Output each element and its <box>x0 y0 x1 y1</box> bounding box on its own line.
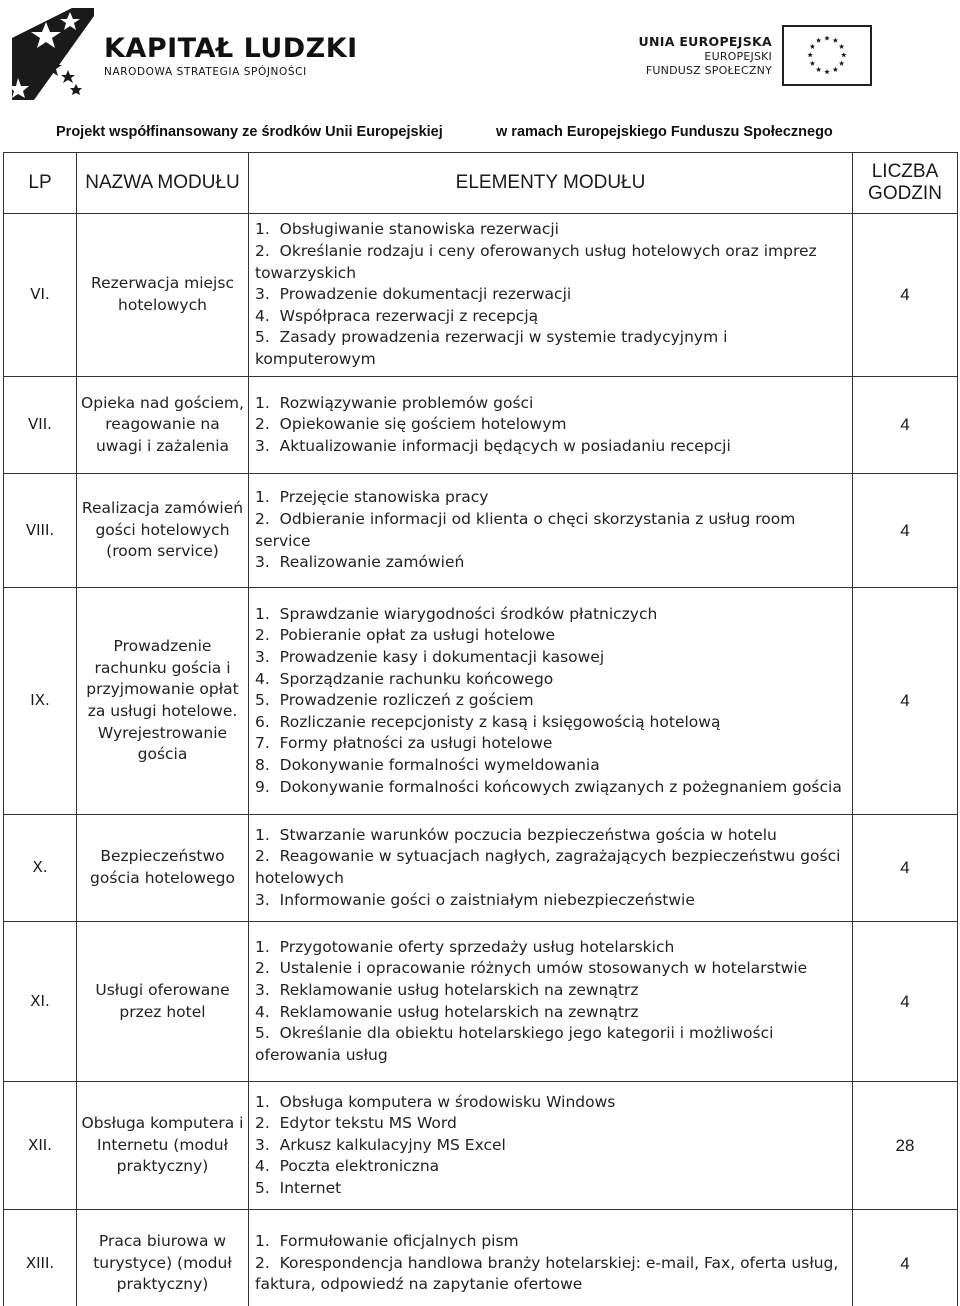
module-element-item: 2. Reagowanie w sytuacjach nagłych, zagrażających bezpieczeństwu gości hotelowych <box>255 847 841 887</box>
module-element-item: 1. Rozwiązywanie problemów gości <box>255 393 534 412</box>
module-element-item: 1. Stwarzanie warunków poczucia bezpieczeństwa gościa w hotelu <box>255 825 777 844</box>
row-module-elements <box>249 922 853 1082</box>
row-lp: VI. <box>4 214 77 377</box>
eu-star-icon <box>824 69 829 74</box>
row-hours: 4 <box>853 922 958 1082</box>
header-module-name: NAZWA MODUŁU <box>77 153 249 214</box>
module-element-item: 6. Rozliczanie recepcjonisty z kasą i księgowością hotelową <box>255 712 721 731</box>
module-element-item: 1. Obsługiwanie stanowiska rezerwacji <box>255 220 559 239</box>
module-element-item: 3. Arkusz kalkulacyjny MS Excel <box>255 1135 506 1154</box>
row-module-elements <box>249 815 853 922</box>
table-row <box>4 474 958 588</box>
table-row <box>4 588 958 815</box>
eu-star-icon <box>824 35 829 40</box>
eu-star-icon <box>808 52 813 57</box>
row-lp: IX. <box>4 588 77 815</box>
row-module-name: Praca biurowa w turystyce) (moduł praktyczny) <box>77 1210 249 1306</box>
row-lp: XIII. <box>4 1210 77 1306</box>
module-element-item: 5. Prowadzenie rozliczeń z gościem <box>255 691 534 710</box>
kapital-ludzki-logo-icon <box>12 8 94 100</box>
row-module-name: Realizacja zamówień gości hotelowych (room service) <box>77 474 249 588</box>
kapital-ludzki-wordmark <box>104 34 358 78</box>
project-line-left: Projekt współfinansowany ze środków Unii Europejskiej <box>56 124 443 140</box>
row-hours: 4 <box>853 815 958 922</box>
table-row <box>4 1210 958 1306</box>
row-hours: 4 <box>853 588 958 815</box>
row-lp: VII. <box>4 377 77 474</box>
row-hours: 4 <box>853 214 958 377</box>
module-element-item: 7. Formy płatności za usługi hotelowe <box>255 734 553 753</box>
eu-flag-icon <box>782 25 872 86</box>
eu-wordmark <box>630 34 772 78</box>
row-module-name: Usługi oferowane przez hotel <box>77 922 249 1082</box>
module-element-item: 9. Dokonywanie formalności końcowych związanych z pożegnaniem gościa <box>255 777 842 796</box>
module-element-item: 2. Edytor tekstu MS Word <box>255 1114 457 1133</box>
module-element-item: 4. Poczta elektroniczna <box>255 1157 440 1176</box>
module-element-item: 2. Określanie rodzaju i ceny oferowanych usług hotelowych oraz imprez towarzyskich <box>255 242 817 282</box>
header-module-elements: ELEMENTY MODUŁU <box>249 153 853 214</box>
eu-star-icon <box>816 38 821 43</box>
row-lp: X. <box>4 815 77 922</box>
eu-star-icon <box>816 67 821 72</box>
module-element-item: 3. Aktualizowanie informacji będących w posiadaniu recepcji <box>255 436 731 455</box>
module-element-item: 1. Formułowanie oficjalnych pism <box>255 1232 519 1251</box>
module-element-item: 5. Zasady prowadzenia rezerwacji w systemie tradycyjnym i komputerowym <box>255 328 728 368</box>
row-module-name: Bezpieczeństwo gościa hotelowego <box>77 815 249 922</box>
row-module-elements <box>249 588 853 815</box>
module-element-item: 1. Obsługa komputera w środowisku Windows <box>255 1092 616 1111</box>
kapital-ludzki-subtitle: NARODOWA STRATEGIA SPÓJNOŚCI <box>104 66 307 78</box>
eu-star-icon <box>810 44 815 49</box>
eu-star-icon <box>839 61 844 66</box>
row-module-name: Rezerwacja miejsc hotelowych <box>77 214 249 377</box>
module-element-item: 2. Pobieranie opłat za usługi hotelowe <box>255 626 555 645</box>
module-element-item: 3. Informowanie gości o zaistniałym niebezpieczeństwie <box>255 890 695 909</box>
eu-line-2: EUROPEJSKI <box>704 50 772 63</box>
table-row <box>4 214 958 377</box>
header-hours: LICZBA GODZIN <box>853 153 958 214</box>
document-header <box>0 0 960 120</box>
eu-line-1: UNIA EUROPEJSKA <box>638 34 772 49</box>
module-element-item: 4. Współpraca rezerwacji z recepcją <box>255 306 539 325</box>
eu-star-icon <box>833 67 838 72</box>
row-lp: XI. <box>4 922 77 1082</box>
row-module-elements <box>249 474 853 588</box>
module-element-item: 2. Ustalenie i opracowanie różnych umów stosowanych w hotelarstwie <box>255 959 808 978</box>
project-line-right: w ramach Europejskiego Funduszu Społecznego <box>496 124 833 140</box>
table-row <box>4 815 958 922</box>
table-row <box>4 377 958 474</box>
row-hours: 4 <box>853 377 958 474</box>
module-element-item: 4. Reklamowanie usług hotelarskich na zewnątrz <box>255 1002 639 1021</box>
modules-table <box>3 152 958 1306</box>
row-hours: 28 <box>853 1082 958 1210</box>
header-lp: LP <box>4 153 77 214</box>
module-element-item: 2. Korespondencja handlowa branży hotelarskiej: e-mail, Fax, oferta usług, faktura, odpowiedź na zapytanie ofertowe <box>255 1253 839 1294</box>
eu-star-icon <box>841 52 846 57</box>
kapital-ludzki-title: KAPITAŁ LUDZKI <box>104 33 358 64</box>
module-element-item: 1. Sprawdzanie wiarygodności środków płatniczych <box>255 604 658 623</box>
eu-star-icon <box>839 44 844 49</box>
row-hours: 4 <box>853 1210 958 1306</box>
table-row <box>4 922 958 1082</box>
module-element-item: 3. Reklamowanie usług hotelarskich na zewnątrz <box>255 980 639 999</box>
module-element-item: 1. Przygotowanie oferty sprzedaży usług hotelarskich <box>255 937 675 956</box>
module-element-item: 3. Prowadzenie kasy i dokumentacji kasowej <box>255 648 605 667</box>
row-module-elements <box>249 214 853 377</box>
row-module-name: Obsługa komputera i Internetu (moduł praktyczny) <box>77 1082 249 1210</box>
row-module-elements <box>249 377 853 474</box>
row-module-elements <box>249 1210 853 1306</box>
module-element-item: 5. Internet <box>255 1178 342 1197</box>
module-element-item: 1. Przejęcie stanowiska pracy <box>255 488 489 507</box>
table-header-row <box>4 153 958 214</box>
table-row <box>4 1082 958 1210</box>
eu-line-3: FUNDUSZ SPOŁECZNY <box>645 64 772 77</box>
row-lp: VIII. <box>4 474 77 588</box>
row-module-elements <box>249 1082 853 1210</box>
row-module-name: Opieka nad gościem, reagowanie na uwagi i zażalenia <box>77 377 249 474</box>
module-element-item: 5. Określanie dla obiektu hotelarskiego jego kategorii i możliwości oferowania usług <box>255 1024 774 1064</box>
row-hours: 4 <box>853 474 958 588</box>
row-module-name: Prowadzenie rachunku gościa i przyjmowanie opłat za usługi hotelowe. Wyrejestrowanie gościa <box>77 588 249 815</box>
module-element-item: 8. Dokonywanie formalności wymeldowania <box>255 755 600 774</box>
row-lp: XII. <box>4 1082 77 1210</box>
module-element-item: 4. Sporządzanie rachunku końcowego <box>255 669 554 688</box>
eu-star-icon <box>810 61 815 66</box>
module-element-item: 3. Prowadzenie dokumentacji rezerwacji <box>255 285 572 304</box>
eu-star-icon <box>833 38 838 43</box>
module-element-item: 2. Odbieranie informacji od klienta o chęci skorzystania z usług room service <box>255 509 796 550</box>
module-element-item: 2. Opiekowanie się gościem hotelowym <box>255 415 567 434</box>
module-element-item: 3. Realizowanie zamówień <box>255 553 465 572</box>
